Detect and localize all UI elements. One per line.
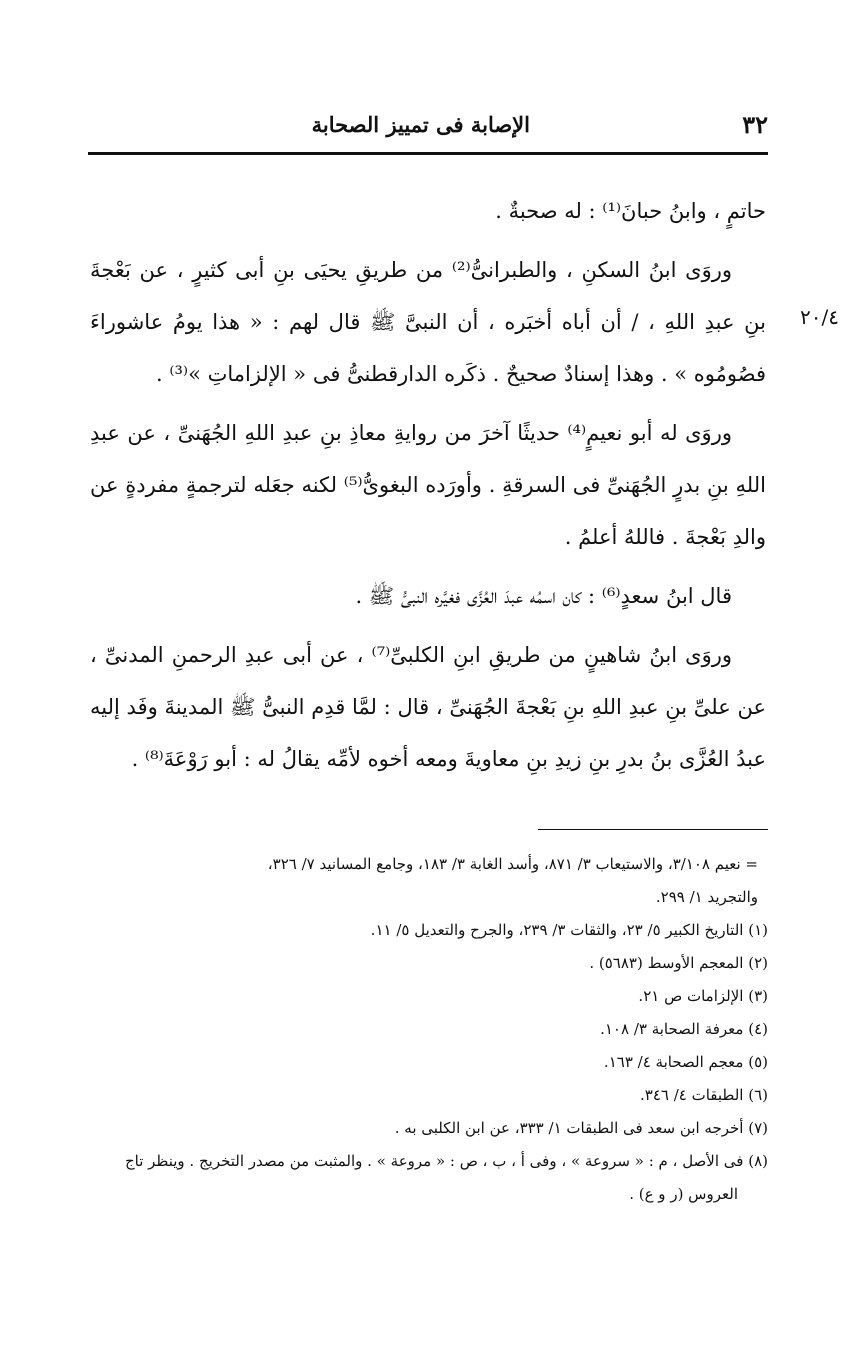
footnote: (٢) المعجم الأوسط (٥٦٨٣) . (589, 954, 768, 972)
footnote: (٥) معجم الصحابة ٤/ ١٦٣. (603, 1053, 768, 1071)
running-title: الإصابة فى تمييز الصحابة (311, 112, 530, 137)
footnote: (٨) فى الأصل ، م : « سروعة » ، وفى أ ، ب ، ص : « مروعة » . والمثبت من مصدر التخريج . وينظر تاج العروس (ر و ع) . (124, 1152, 768, 1203)
footnote: (٤) معرفة الصحابة ٣/ ١٠٨. (600, 1020, 768, 1038)
main-text (90, 185, 766, 792)
footnote: (١) التاريخ الكبير ٥/ ٢٣، والثقات ٣/ ٢٣٩، والجرح والتعديل ٥/ ١١. (370, 921, 768, 939)
paragraph-1: حاتمٍ ، وابنُ حبانَ⁽¹⁾ : له صحبةٌ . (495, 199, 766, 223)
footnote: (٣) الإلزامات ص ٢١. (638, 987, 768, 1005)
paragraph-4: قال ابنُ سعدٍ⁽⁶⁾ : كان اسمُه عبدَ العُزَّى فغيَّره النبىُّ ﷺ . (355, 584, 732, 608)
footnote: (٦) الطبقات ٤/ ٣٤٦. (639, 1086, 768, 1104)
header-rule (88, 152, 768, 155)
footnote: (٧) أخرجه ابن سعد فى الطبقات ١/ ٣٣٣، عن ابن الكلبى به . (394, 1119, 768, 1137)
page-header (88, 108, 768, 148)
paragraph-2: وروَى ابنُ السكنِ ، والطبرانىُّ⁽²⁾ من طريقِ يحيَى بنِ أبى كثيرٍ ، عن بَعْجةَ بنِ عبدِ اللهِ ، / أن أباه أخبَره ، أن النبىَّ ﷺ قال لهم : « هذا يومُ عاشوراءَ فصُومُوه » . وهذا إسنادٌ صحيحٌ . ذكَره الدارقطنىُّ فى « الإلزاماتِ »⁽³⁾ . (90, 258, 766, 386)
footnote-continuation: = نعيم ٣/١٠٨، والاستيعاب ٣/ ٨٧١، وأسد الغابة ٣/ ١٨٣، وجامع المسانيد ٧/ ٣٢٦، (267, 855, 758, 873)
footnotes (80, 848, 768, 1211)
footnote-continuation: والتجريد ١/ ٢٩٩. (655, 888, 758, 906)
paragraph-3: وروَى له أبو نعيمٍ⁽⁴⁾ حديثًا آخرَ من روايةِ معاذِ بنِ عبدِ اللهِ الجُهَنىِّ ، عن عبدِ اللهِ بنِ بدرٍ الجُهَنىِّ فى السرقةِ . وأورَده البغوىُّ⁽⁵⁾ لكنه جعَله لترجمةٍ مفردةٍ عن والدِ بَعْجةَ . فاللهُ أعلمُ . (90, 421, 766, 549)
page-number: ٣٢ (742, 110, 768, 139)
footnote-rule (538, 829, 768, 830)
margin-reference: ٢٠/٤ (800, 305, 839, 329)
paragraph-5: وروَى ابنُ شاهينٍ من طريقِ ابنِ الكلبىِّ⁽⁷⁾ ، عن أبى عبدِ الرحمنِ المدنىِّ ، عن علىِّ بنِ عبدِ اللهِ بنِ بَعْجةَ الجُهَنىِّ ، قال : لمَّا قدِم النبىُّ ﷺ المدينةَ وفَد إليه عبدُ العُزَّى بنُ بدرِ بنِ زيدِ بنِ معاويةَ ومعه أخوه لأمِّه يقالُ له : أبو رَوْعَةَ⁽⁸⁾ . (90, 643, 766, 771)
